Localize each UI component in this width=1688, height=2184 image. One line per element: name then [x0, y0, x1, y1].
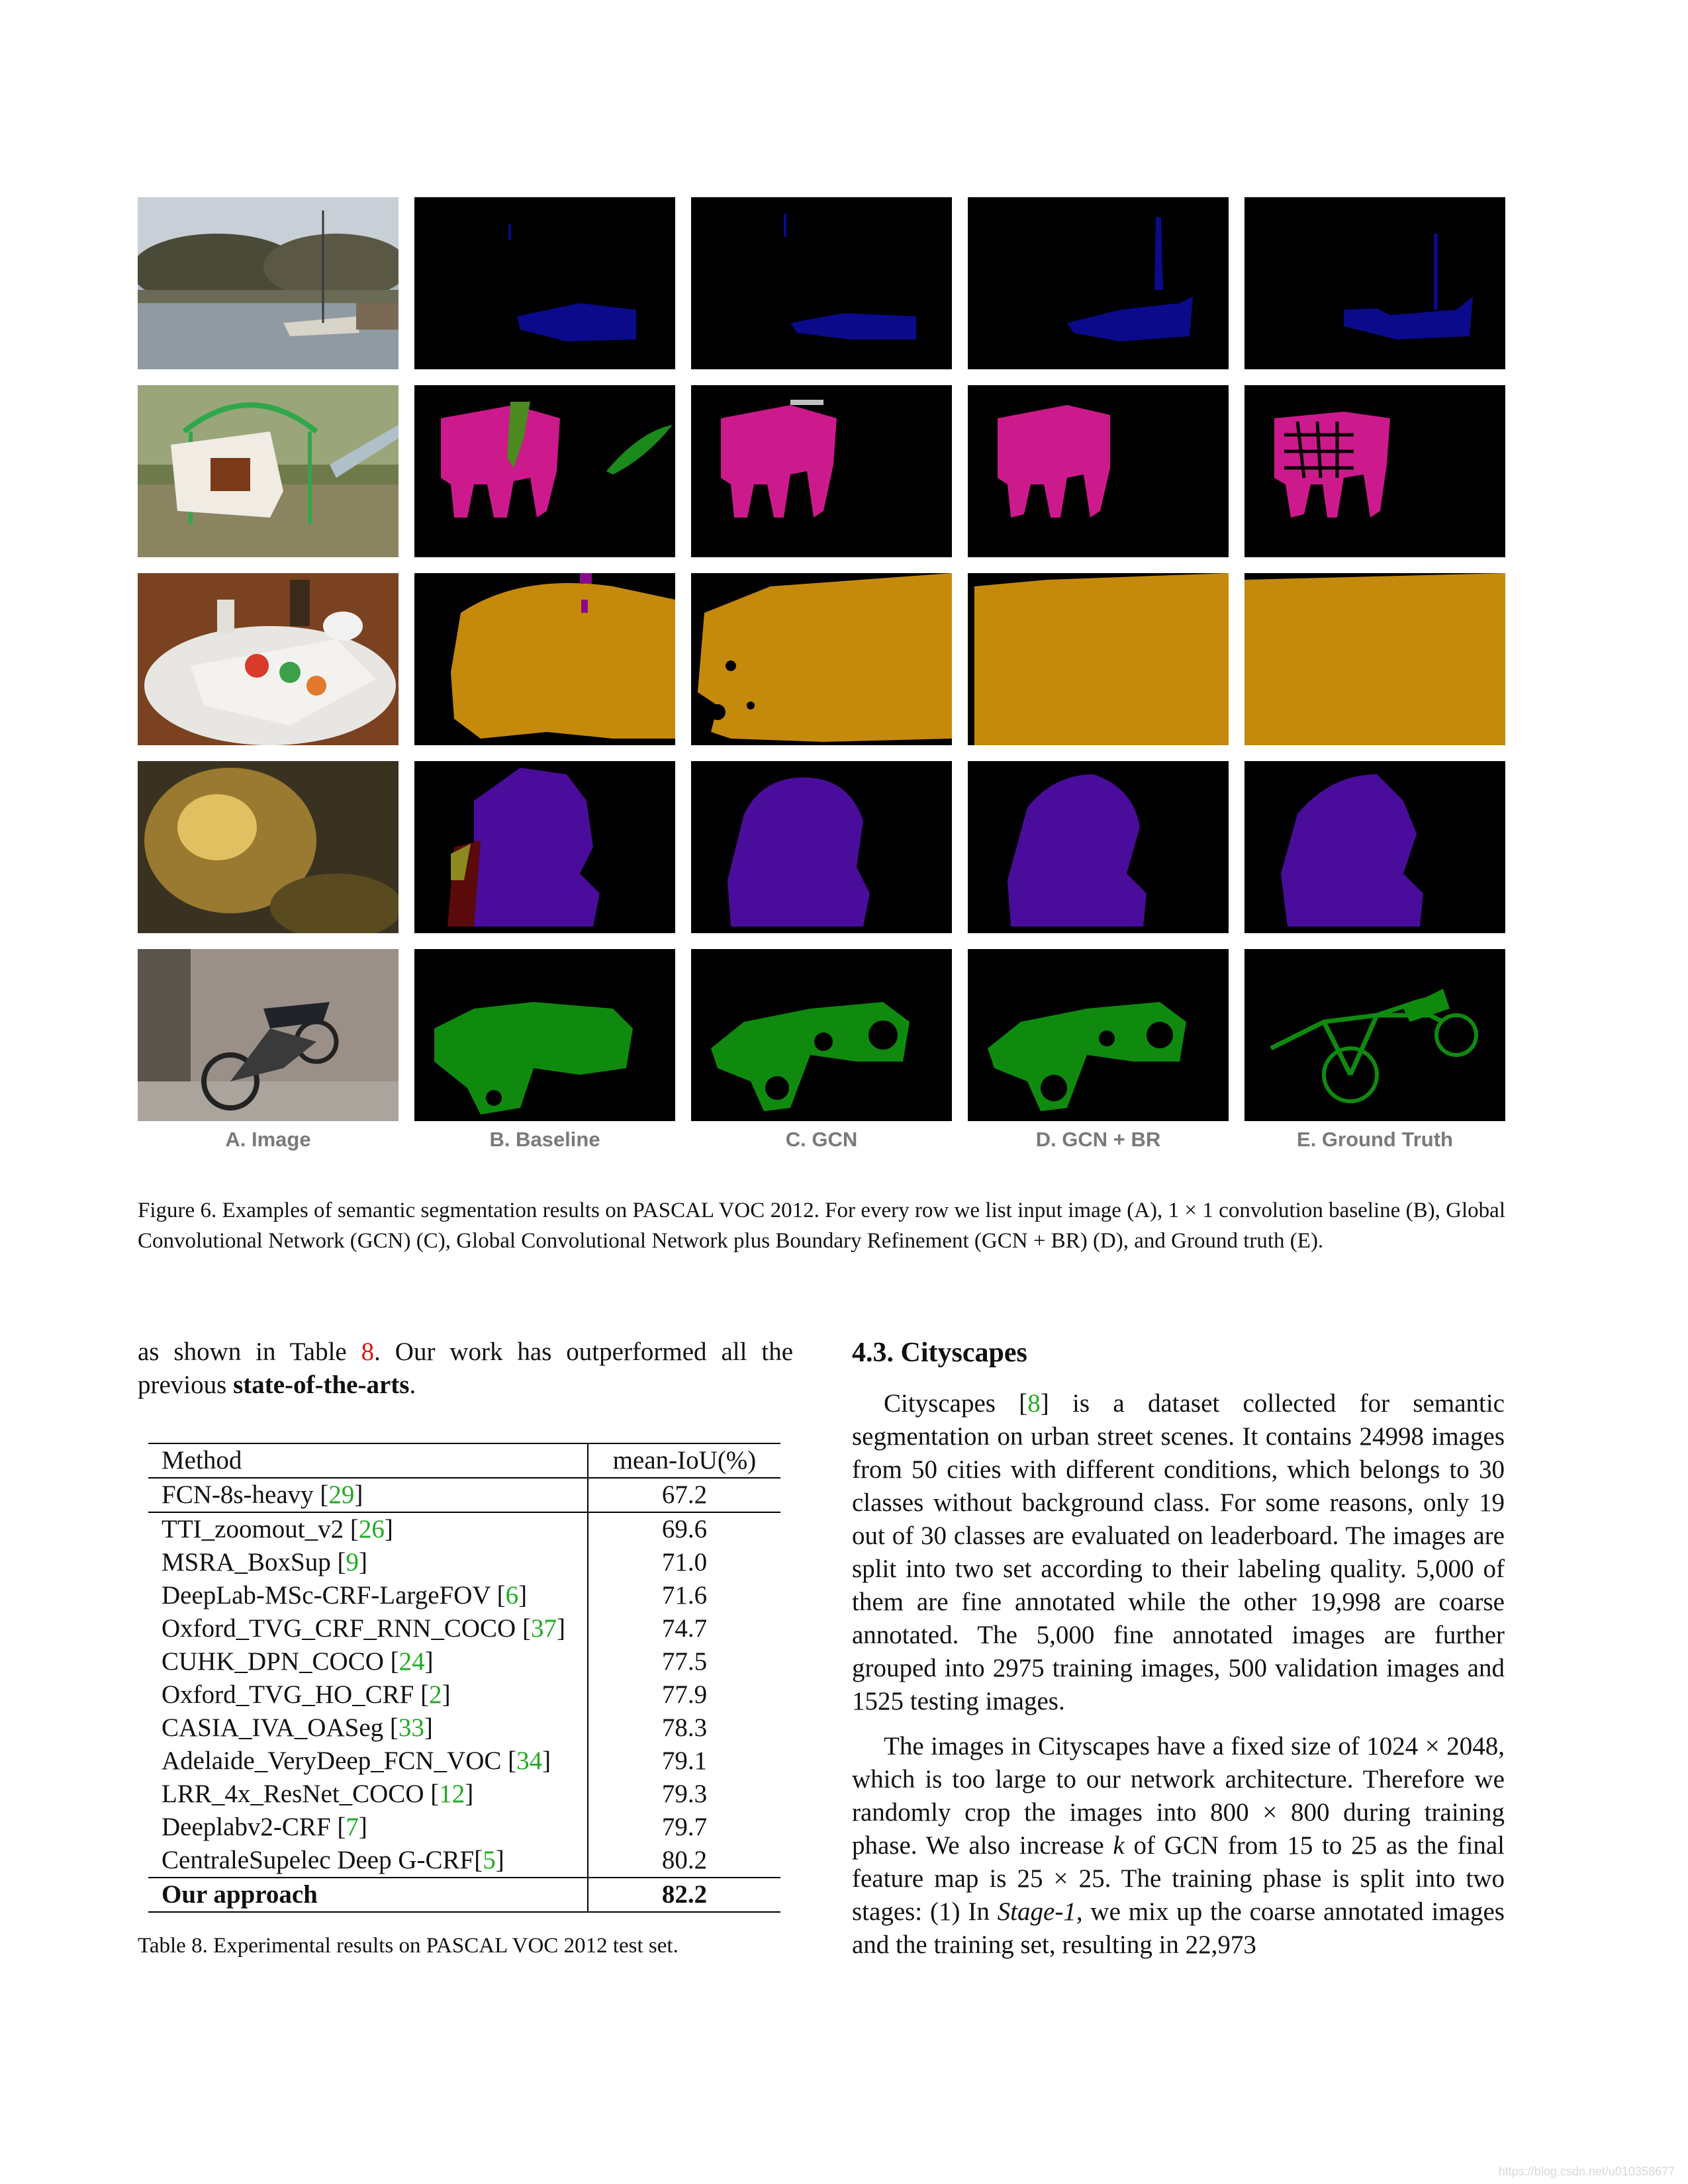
header-miou: mean-IoU(%) — [588, 1443, 780, 1478]
citation-link[interactable]: 12 — [439, 1780, 465, 1808]
citation-link[interactable]: 24 — [399, 1647, 425, 1676]
miou-value: 79.3 — [588, 1778, 780, 1811]
method-name: CASIA_IVA_OASeg — [162, 1713, 390, 1742]
seg-gcn-br-dining-table — [968, 573, 1229, 745]
image-dog — [138, 761, 399, 933]
method-name: Oxford_TVG_HO_CRF — [162, 1680, 421, 1709]
table-row-ours — [148, 1878, 780, 1912]
method-name: FCN-8s-heavy — [162, 1480, 320, 1509]
method-name: TTI_zoomout_v2 — [162, 1515, 350, 1543]
right-column-text — [852, 1336, 1505, 1974]
seg-baseline-dining-table — [414, 573, 675, 745]
seg-gcn-boat — [691, 197, 952, 369]
paragraph-1 — [852, 1387, 1505, 1718]
table-row: MSRA_BoxSup [9] 71.0 — [148, 1546, 780, 1579]
seg-gcn-dog — [691, 761, 952, 933]
seg-gcn-br-boat — [968, 197, 1229, 369]
table-row: Deeplabv2-CRF [7] 79.7 — [148, 1811, 780, 1844]
citation-link[interactable]: 37 — [530, 1614, 557, 1643]
table-row: LRR_4x_ResNet_COCO [12] 79.3 — [148, 1778, 780, 1811]
citation-link[interactable]: 9 — [346, 1548, 359, 1576]
header-method: Method — [148, 1443, 588, 1478]
method-name: Deeplabv2-CRF — [162, 1813, 338, 1841]
method-name: LRR_4x_ResNet_COCO — [162, 1780, 431, 1808]
citation-link[interactable]: 6 — [505, 1581, 519, 1610]
image-boat-scene — [138, 197, 399, 369]
seg-ground-truth-horse — [1244, 385, 1505, 557]
miou-value: 77.5 — [588, 1645, 780, 1678]
miou-value: 79.7 — [588, 1811, 780, 1844]
method-name: MSRA_BoxSup — [162, 1548, 338, 1576]
table-header-row — [148, 1443, 780, 1478]
seg-gcn-bicycle — [691, 949, 952, 1121]
column-label-image: A. Image — [225, 1128, 311, 1151]
table-row: CUHK_DPN_COCO [24] 77.5 — [148, 1645, 780, 1678]
citation-link[interactable]: 26 — [358, 1515, 385, 1543]
seg-ground-truth-bicycle — [1244, 949, 1505, 1121]
watermark: https://blog.csdn.net/u010358677 — [1498, 2165, 1675, 2178]
seg-ground-truth-dining-table — [1244, 573, 1505, 745]
method-name: CUHK_DPN_COCO — [162, 1647, 391, 1676]
seg-ground-truth-dog — [1244, 761, 1505, 933]
citation-link[interactable]: 34 — [516, 1747, 543, 1775]
p2-text-end: , we mix up the coarse annotated images and the training set, resulting in 22,973 — [852, 1897, 1505, 1959]
left-column-text — [138, 1336, 793, 1402]
image-horse-scene — [138, 385, 399, 557]
miou-value: 80.2 — [588, 1844, 780, 1878]
intro-end: . — [409, 1371, 416, 1399]
miou-value: 77.9 — [588, 1678, 780, 1711]
figure-6-grid — [138, 197, 1505, 1124]
table-row: TTI_zoomout_v2 [26] 69.6 — [148, 1512, 780, 1546]
table-row: Oxford_TVG_HO_CRF [2] 77.9 — [148, 1678, 780, 1711]
paragraph-2 — [852, 1730, 1505, 1962]
column-label-gcn: C. GCN — [785, 1128, 858, 1151]
seg-gcn-dining-table — [691, 573, 952, 745]
intro-bold: state-of-the-arts — [233, 1371, 410, 1399]
method-name: Adelaide_VeryDeep_FCN_VOC — [162, 1747, 508, 1775]
seg-baseline-boat — [414, 197, 675, 369]
miou-value-ours: 82.2 — [588, 1878, 780, 1912]
p1-text: Cityscapes [ — [884, 1389, 1028, 1418]
method-name-ours: Our approach — [148, 1878, 588, 1912]
table-ref-link[interactable]: 8 — [361, 1338, 375, 1366]
table-row: DeepLab-MSc-CRF-LargeFOV [6] 71.6 — [148, 1579, 780, 1612]
table-row: CASIA_IVA_OASeg [33] 78.3 — [148, 1711, 780, 1745]
intro-text-cont: . Our work has outperformed all the previous — [138, 1338, 793, 1399]
table-row: FCN-8s-heavy [29] 67.2 — [148, 1478, 780, 1512]
section-title: 4.3. Cityscapes — [852, 1338, 1027, 1368]
citation-link[interactable]: 2 — [429, 1680, 442, 1709]
miou-value: 69.6 — [588, 1512, 780, 1546]
miou-value: 78.3 — [588, 1711, 780, 1745]
table-caption: Table 8. Experimental results on PASCAL VOC 2012 test set. — [138, 1934, 679, 1958]
miou-value: 74.7 — [588, 1612, 780, 1645]
seg-ground-truth-boat — [1244, 197, 1505, 369]
method-name: Oxford_TVG_CRF_RNN_COCO — [162, 1614, 522, 1643]
results-table — [148, 1443, 780, 1913]
column-label-baseline: B. Baseline — [489, 1128, 600, 1151]
seg-gcn-br-horse — [968, 385, 1229, 557]
miou-value: 71.6 — [588, 1579, 780, 1612]
column-label-ground-truth: E. Ground Truth — [1297, 1128, 1453, 1151]
p2-text: The images in Cityscapes have a fixed size of 1024 × 2048, which is too large to our network architecture. Therefore we randomly crop the images into 800 × 800 during training phase. We also increase — [852, 1732, 1505, 1860]
seg-baseline-horse — [414, 385, 675, 557]
seg-gcn-br-dog — [968, 761, 1229, 933]
miou-value: 79.1 — [588, 1745, 780, 1778]
p2-text-cont: of GCN from 15 to 25 as the final feature map is 25 × 25. The training phase is split into two stages: (1) In — [852, 1831, 1505, 1926]
citation-link[interactable]: 8 — [1027, 1389, 1041, 1418]
p1-text-cont: ] is a dataset collected for semantic segmentation on urban street scenes. It contains 24998 images from 50 cities with different conditions, which belongs to 30 classes without background class. For some reasons, only 19 out of 30 classes are evaluated on leaderboard. The images are split into two set according to their labeling quality. 5,000 of them are fine annotated while the other 19,998 are coarse annotated. The 5,000 fine annotated images are further grouped into 2975 training images, 500 validation images and 1525 testing images. — [852, 1389, 1505, 1715]
seg-gcn-horse — [691, 385, 952, 557]
method-name: CentraleSupelec Deep G-CRF — [162, 1846, 475, 1874]
intro-text: as shown in Table — [138, 1338, 361, 1366]
citation-link[interactable]: 33 — [398, 1713, 424, 1742]
seg-baseline-dog — [414, 761, 675, 933]
figure-caption: Figure 6. Examples of semantic segmentation results on PASCAL VOC 2012. For every row we list input image (A), 1 × 1 convolution baseline (B), Global Convolutional Network (GCN) (C), Global Convolutional Network plus Boundary Refinement (GCN + BR) (D), and Ground truth (E). — [138, 1199, 1505, 1253]
table-row: Oxford_TVG_CRF_RNN_COCO [37] 74.7 — [148, 1612, 780, 1645]
table-row: CentraleSupelec Deep G-CRF[5] 80.2 — [148, 1844, 780, 1878]
method-name: DeepLab-MSc-CRF-LargeFOV — [162, 1581, 497, 1610]
seg-baseline-bicycle — [414, 949, 675, 1121]
citation-link[interactable]: 7 — [346, 1813, 359, 1841]
image-dining-table — [138, 573, 399, 745]
p2-k: k — [1113, 1831, 1125, 1860]
image-bicycle — [138, 949, 399, 1121]
citation-link[interactable]: 29 — [328, 1480, 355, 1509]
citation-link[interactable]: 5 — [483, 1846, 496, 1874]
miou-value: 67.2 — [588, 1478, 780, 1512]
column-label-gcn-br: D. GCN + BR — [1035, 1128, 1161, 1151]
seg-gcn-br-bicycle — [968, 949, 1229, 1121]
p2-stage: Stage-1 — [997, 1897, 1076, 1926]
miou-value: 71.0 — [588, 1546, 780, 1579]
table-row: Adelaide_VeryDeep_FCN_VOC [34] 79.1 — [148, 1745, 780, 1778]
